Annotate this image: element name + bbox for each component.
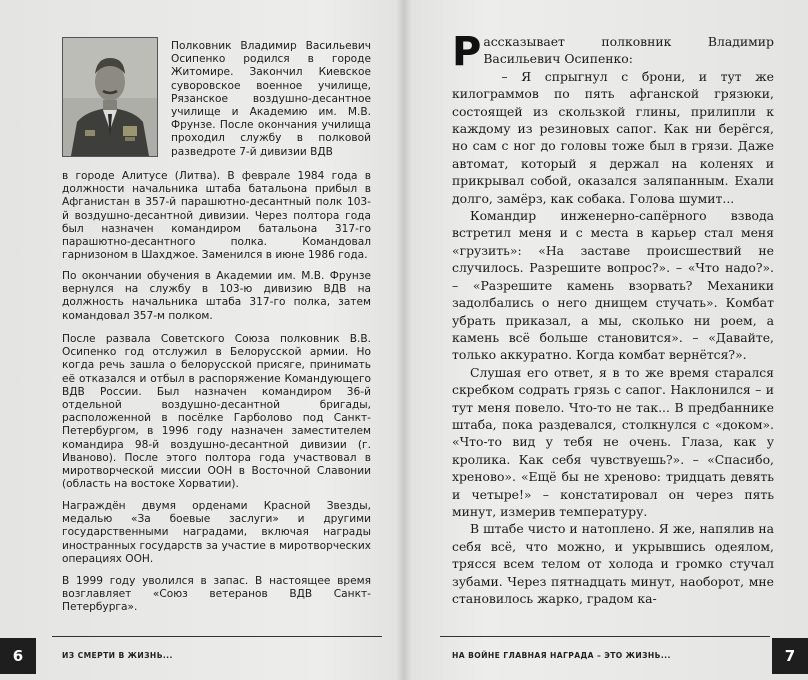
story-paragraph-2: – Я спрыгнул с брони, и тут же килограммов по пять афганской грязюки, состоящей из скользкой глины, прилипли к каждому из резиновых сапог. Как ни берёгся, но сам с ног до головы тоже был в грязи. Даже автомат, который я держал на коленях и прикрывал собой, оказался заляпанным. Ехали долго, замёрз, как собака. Голова шумит...	[452, 68, 774, 206]
footer-rule-right	[440, 636, 770, 637]
bio-paragraph-4: Награждён двумя орденами Красной Звезды, медалью «За боевые заслуги» и другими государственными наградами, включая награды иностранных государств за участие в миротворческих операциях ООН.	[62, 500, 371, 565]
bio-intro-continued-text: в городе Алитусе (Литва). В феврале 1984 года в должности начальника штаба батальона прибыл в Афганистан в 357-й парашютно-десантный полк 103-й воздушно-десантной дивизии. Через полтора года был назначен командиром батальона 317-го парашютно-десантного полка. Командовал гарнизоном в Шахджое. Заменился в июне 1986 года.	[62, 170, 371, 262]
footer-rule-left	[52, 636, 382, 637]
page-number-left: 6	[0, 638, 36, 674]
colonel-portrait	[63, 38, 157, 156]
bio-intro-text: Полковник Владимир Васильевич Осипенко родился в городе Житомире. Закончил Киевское суворовское военное училище, Рязанское воздушно-десантное училище и Академию им. М.В. Фрунзе. После окончания училища проходил службу в полковой разведроте 7-й дивизии ВДВ	[171, 40, 371, 158]
bio-intro	[171, 40, 371, 159]
page-number-right: 7	[772, 638, 808, 674]
story-paragraph-5: В штабе чисто и натоплено. Я же, напялив на себя всё, что можно, и укрывшись одеялом, трясся всем телом от холода и громко стучал зубами. Через пятнадцать минут, наоборот, мне становилось жарко, градом ка-	[452, 521, 774, 606]
story-text	[452, 29, 774, 607]
story-opening: Рассказывает полковник Владимир Васильевич Осипенко:	[452, 29, 774, 75]
bio-paragraph-3: После развала Советского Союза полковник В.В. Осипенко год отслужил в Белорусской армии. Но когда речь зашла о белорусской присяге, принимать её отказался и отбыл в распоряжение Командующего ВДВ России. Был назначен командиром 36-й отдельной воздушно-десантной бригады, расположенной в посёлке Гарболово под Санкт-Петербургом, в 1996 году назначен заместителем командира 98-й воздушно-десантной дивизии (г. Иваново). После этого полтора года участвовал в миротворческой миссии ООН в Восточной Славонии (область на востоке Хорватии).	[62, 333, 371, 491]
drop-cap: Р	[452, 29, 482, 75]
bio-paragraph-5: В 1999 году уволился в запас. В настоящее время возглавляет «Союз ветеранов ВДВ Санкт-Петербурга».	[62, 575, 371, 614]
running-footer-left: ИЗ СМЕРТИ В ЖИЗНЬ...	[62, 651, 173, 660]
story-paragraph-4: Слушая его ответ, я в то же время старался скребком содрать грязь с сапог. Наклонился – и тут меня повело. Что-то не так... В предбаннике штаба, пока раздевался, столкнулся с «доком». «Что-то вид у тебя не очень. Глаза, как у кролика. Как себя чувствуешь?». – «Спасибо, хреново». «Ещё бы не хреново: тридцать девять и четыре!» – констатировал он через пять минут, измерив температуру.	[452, 364, 774, 519]
story-paragraph-3: Командир инженерно-сапёрного взвода встретил меня и с места в карьер стал меня «грузить»: «На заставе происшествий не случилось. Разрешите вопрос?». – «Что надо?». – «Разрешите камень взорвать? Механики задолбались о него днищем стучать». Комбат убрать приказал, а мы, сколько ни роем, а камень всё больше становится». – «Давайте, только аккуратно. Когда комбат вернётся?».	[452, 208, 774, 363]
portrait-photo	[62, 37, 158, 157]
bio-paragraph-2: По окончании обучения в Академии им. М.В. Фрунзе вернулся на службу в 103-ю дивизию ВДВ на должность начальника штаба 317-го полка, затем командовал 357-м полком.	[62, 270, 371, 322]
bio-intro-continued	[62, 170, 371, 262]
running-footer-right: НА ВОЙНЕ ГЛАВНАЯ НАГРАДА – ЭТО ЖИЗНЬ...	[452, 651, 671, 660]
